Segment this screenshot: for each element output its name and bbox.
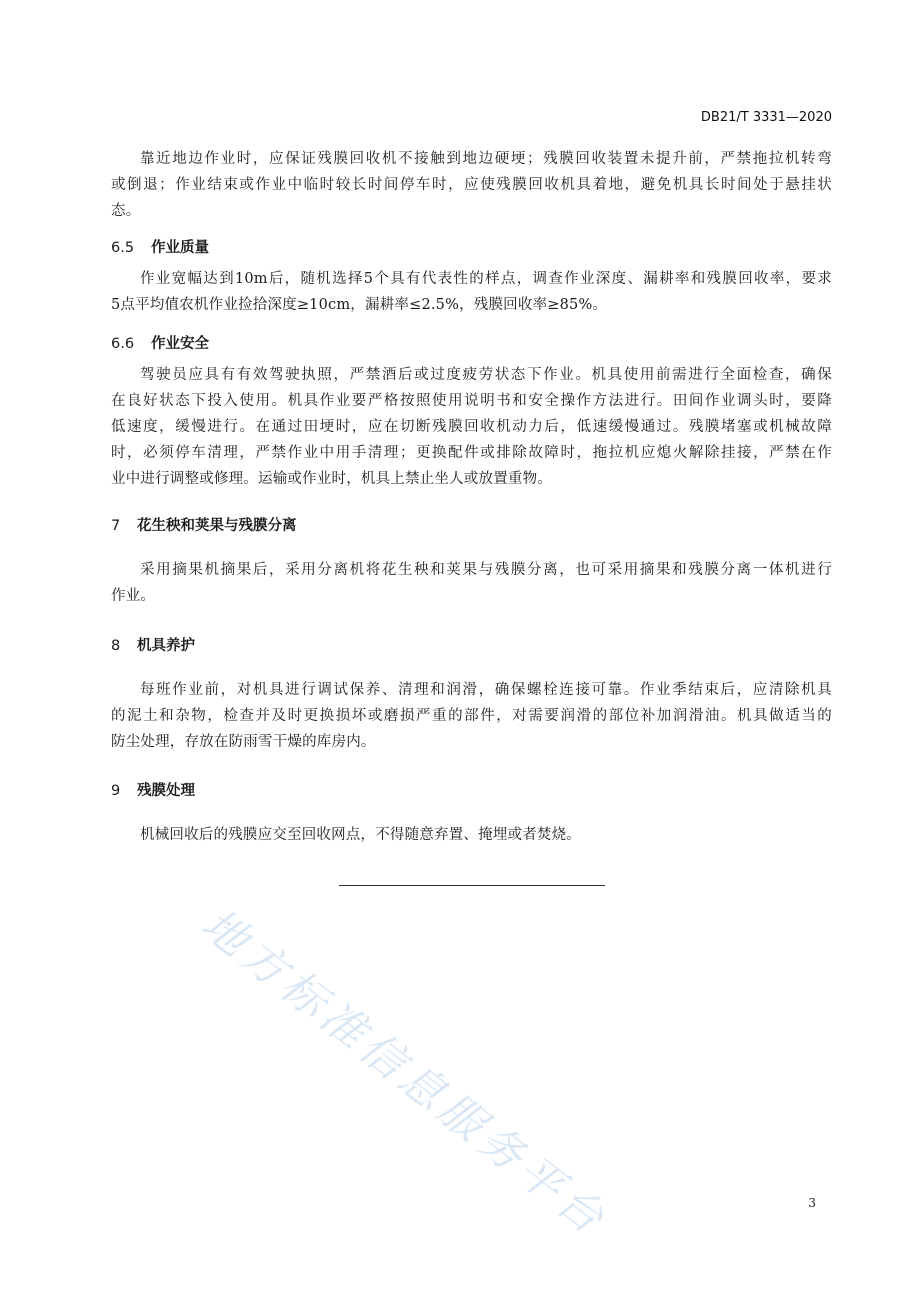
text-line: 采用摘果机摘果后，采用分离机将花生秧和荚果与残膜分离，也可采用摘果和残膜分离一体机进行: [140, 562, 832, 578]
text-line: 每班作业前，对机具进行调试保养、清理和润滑，确保螺栓连接可靠。作业季结束后，应清除机具: [140, 682, 832, 698]
paragraph-safety: [111, 362, 832, 492]
paragraph-disposal: [111, 822, 832, 848]
section-heading-6-6: [111, 332, 209, 353]
section-number: 9: [111, 783, 121, 799]
watermark: 地方标准信息服务平台: [191, 898, 618, 1247]
text-line: 作业。: [111, 588, 156, 604]
section-number: 7: [111, 518, 121, 534]
end-rule: [339, 885, 605, 886]
text-line: 作业宽幅达到10m后，随机选择5个具有代表性的样点，调查作业深度、漏耕率和残膜回收率，要求: [140, 271, 832, 287]
section-heading-6-5: [111, 236, 209, 257]
text-line: 低速度，缓慢进行。在通过田埂时，应在切断残膜回收机动力后，低速缓慢通过。残膜堵塞或机械故障: [111, 419, 832, 435]
doc-code: DB21/T 3331—2020: [700, 110, 832, 125]
section-number: 8: [111, 638, 121, 654]
paragraph-separation: [111, 557, 832, 609]
text-line: 的泥土和杂物，检查并及时更换损坏或磨损严重的部件，对需要润滑的部位补加润滑油。机具做适当的: [111, 708, 832, 724]
section-number: 6.5: [111, 240, 135, 256]
section-number: 6.6: [111, 336, 135, 352]
text-line: 在良好状态下投入使用。机具作业要严格按照使用说明书和安全操作方法进行。田间作业调头时，要降: [111, 393, 832, 409]
section-title: 机具养护: [137, 638, 195, 654]
section-heading-8: [111, 634, 195, 655]
paragraph-intro: [111, 146, 832, 224]
text-line: 业中进行调整或修理。运输或作业时，机具上禁止坐人或放置重物。: [111, 471, 552, 487]
paragraph-quality: [111, 266, 832, 318]
section-heading-9: [111, 779, 195, 800]
text-line: 5点平均值农机作业捡拾深度≥10cm，漏耕率≤2.5%，残膜回收率≥85%。: [111, 297, 608, 313]
text-line: 机械回收后的残膜应交至回收网点，不得随意弃置、掩埋或者焚烧。: [140, 827, 581, 843]
section-heading-7: [111, 514, 297, 535]
section-title: 残膜处理: [137, 783, 195, 799]
section-title: 作业质量: [151, 240, 209, 256]
section-title: 作业安全: [151, 336, 209, 352]
text-line: 时，必须停车清理，严禁作业中用手清理；更换配件或排除故障时，拖拉机应熄火解除挂接，严禁在作: [111, 445, 832, 461]
page-number: 3: [808, 1196, 816, 1210]
section-title: 花生秧和荚果与残膜分离: [137, 518, 297, 534]
text-line: 靠近地边作业时，应保证残膜回收机不接触到地边硬埂；残膜回收装置未提升前，严禁拖拉机转弯: [140, 151, 832, 167]
text-line: 态。: [111, 203, 141, 219]
text-line: 驾驶员应具有有效驾驶执照，严禁酒后或过度疲劳状态下作业。机具使用前需进行全面检查，确保: [140, 367, 832, 383]
text-line: 防尘处理，存放在防雨雪干燥的库房内。: [111, 734, 376, 750]
paragraph-maintenance: [111, 677, 832, 755]
text-line: 或倒退；作业结束或作业中临时较长时间停车时，应使残膜回收机具着地，避免机具长时间处于悬挂状: [111, 177, 832, 193]
